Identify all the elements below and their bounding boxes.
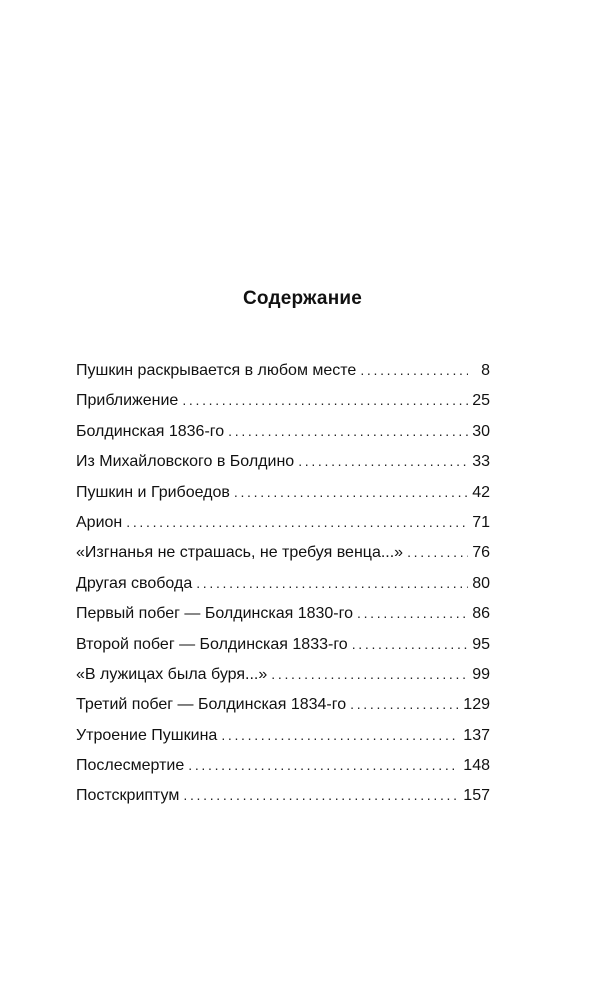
toc-entry[interactable] (76, 750, 490, 780)
toc-entry[interactable] (76, 568, 490, 598)
toc-entry-page-number: 95 (472, 635, 490, 653)
dot-leader (234, 477, 468, 507)
dot-leader (228, 416, 468, 446)
toc-entry-title: Третий побег — Болдинская 1834-го (76, 696, 347, 714)
toc-entry-title: «В лужицах была буря...» (76, 665, 268, 683)
toc-entry-title: Послесмертие (76, 757, 185, 775)
toc-entry-page-number: 86 (472, 605, 490, 623)
toc-entry[interactable] (76, 355, 490, 385)
dot-leader (183, 780, 459, 810)
toc-entry-page-number: 129 (463, 696, 490, 714)
dot-leader (221, 720, 459, 750)
toc-entry-title: Первый побег — Болдинская 1830-го (76, 605, 354, 623)
toc-entry[interactable] (76, 477, 490, 507)
dot-leader (298, 446, 468, 476)
dot-leader (360, 355, 468, 385)
toc-entry-page-number: 76 (472, 544, 490, 562)
toc-entry-title: Утроение Пушкина (76, 726, 218, 744)
toc-entry[interactable] (76, 720, 490, 750)
toc-entry[interactable] (76, 507, 490, 537)
toc-entry[interactable] (76, 598, 490, 628)
dot-leader (407, 537, 468, 567)
dot-leader (182, 385, 468, 415)
toc-heading: Содержание (242, 288, 363, 309)
toc-entry-title: Другая свобода (76, 574, 193, 592)
toc-entry-page-number: 99 (472, 665, 490, 683)
toc-entry[interactable] (76, 659, 490, 689)
toc-entry-page-number: 71 (472, 513, 490, 531)
toc-entry-page-number: 8 (481, 362, 490, 379)
toc-entry-title: Арион (76, 513, 123, 531)
dot-leader (357, 598, 468, 628)
toc-entry[interactable] (76, 629, 490, 659)
dot-leader (188, 750, 459, 780)
toc-entry[interactable] (76, 689, 490, 719)
toc-entry-page-number: 30 (472, 422, 490, 440)
toc-entry-title: Второй побег — Болдинская 1833-го (76, 635, 348, 653)
toc-entry[interactable] (76, 537, 490, 567)
toc-entry-title: Постскриптум (76, 787, 180, 805)
dot-leader (196, 568, 468, 598)
toc-entry-page-number: 42 (472, 483, 490, 501)
toc-entry[interactable] (76, 780, 490, 810)
dot-leader (126, 507, 468, 537)
toc-entry-page-number: 157 (463, 787, 490, 805)
dot-leader (271, 659, 468, 689)
toc-entry-page-number: 33 (472, 453, 490, 471)
dot-leader (352, 629, 468, 659)
toc-entry[interactable] (76, 446, 490, 476)
toc-entry[interactable] (76, 385, 490, 415)
toc-entry-page-number: 137 (463, 726, 490, 744)
dot-leader (350, 689, 459, 719)
toc-entry-title: Болдинская 1836-го (76, 422, 225, 440)
toc-entry-title: Пушкин и Грибоедов (76, 483, 230, 501)
toc-entry[interactable] (76, 416, 490, 446)
toc-entry-page-number: 148 (463, 757, 490, 775)
toc-entry-page-number: 80 (472, 574, 490, 592)
toc-entry-title: Приближение (76, 392, 179, 410)
toc-list (76, 355, 490, 811)
toc-entry-title: Пушкин раскрывается в любом месте (76, 362, 357, 379)
toc-entry-title: Из Михайловского в Болдино (76, 453, 295, 471)
toc-entry-page-number: 25 (472, 392, 490, 410)
toc-entry-title: «Изгнанья не страшась, не требуя венца...» (76, 544, 404, 562)
